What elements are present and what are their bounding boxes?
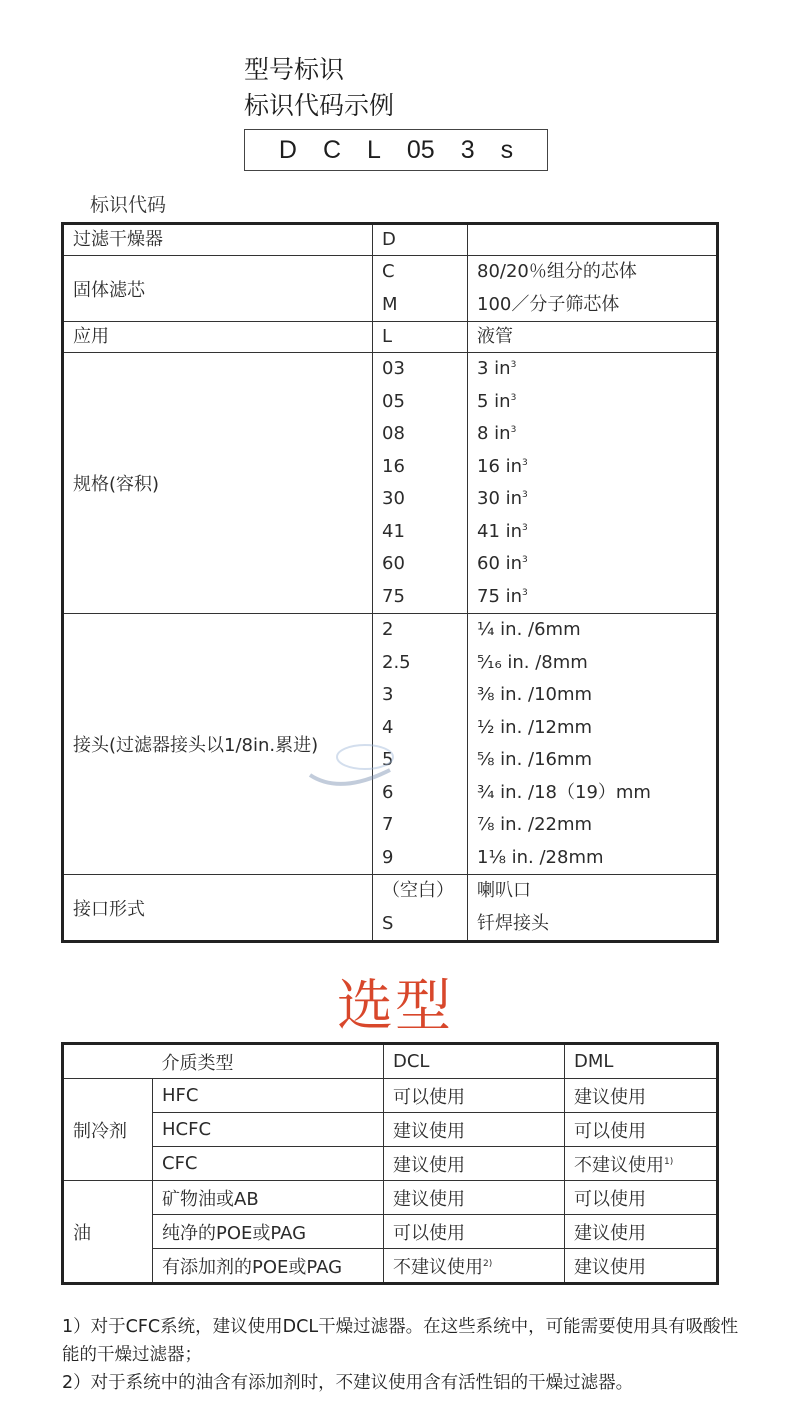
table-row [63, 256, 718, 322]
meaning-text: 3 in [477, 358, 511, 379]
code: 5 [382, 749, 394, 770]
code: 6 [382, 781, 394, 803]
dcl-text: 不建议使用 [393, 1256, 483, 1278]
table-row [63, 224, 718, 256]
footnote-2: 2）对于系统中的油含有添加剂时，不建议使用含有活性铝的干燥过滤器。 [62, 1373, 634, 1393]
table-row [63, 1079, 718, 1113]
meaning [477, 581, 707, 614]
code: 3 [382, 684, 394, 705]
table-row [63, 353, 718, 614]
meaning-text: 5 in [477, 390, 511, 412]
meaning [477, 418, 707, 451]
code: S [382, 912, 394, 934]
meaning-text: 75 in [477, 585, 523, 607]
meaning: ¾ in. /18（19）mm [477, 781, 651, 803]
superscript: 3 [522, 490, 528, 500]
row-meanings [468, 614, 718, 875]
meaning: ½ in. /12mm [477, 716, 593, 738]
footnote-ref: 2) [483, 1258, 493, 1269]
superscript: 3 [522, 457, 528, 468]
medium: HFC [153, 1079, 384, 1113]
row-codes [373, 875, 468, 942]
meaning: 1⅛ in. /28mm [477, 846, 604, 868]
code: 16 [382, 455, 405, 477]
dcl-value [384, 1249, 565, 1284]
meaning: 80/20％组分的芯体 [477, 261, 637, 282]
meaning-text: 16 in [477, 455, 523, 477]
dml-value: 可以使用 [565, 1181, 718, 1215]
example-code-box [244, 129, 548, 171]
header-dml: DML [565, 1044, 718, 1079]
code-part: C [322, 135, 341, 164]
code: 03 [382, 358, 405, 379]
row-name: 过滤干燥器 [63, 224, 373, 256]
dcl-value: 可以使用 [384, 1079, 565, 1113]
dml-value: 建议使用 [565, 1249, 718, 1284]
code: 30 [382, 488, 405, 509]
group-label: 制冷剂 [63, 1079, 153, 1181]
meaning-text: 60 in [477, 553, 523, 574]
meaning: 喇叭口 [477, 880, 531, 901]
dml-text: 不建议使用 [574, 1154, 664, 1176]
superscript: 3 [510, 392, 517, 403]
meaning [477, 353, 707, 386]
meaning [477, 516, 707, 549]
dml-value [565, 1147, 718, 1181]
superscript: 3 [522, 587, 528, 598]
group-label: 油 [63, 1181, 153, 1284]
table-row [63, 875, 718, 942]
code: 08 [382, 423, 405, 444]
row-name: 规格(容积) [63, 353, 373, 614]
superscript: 3 [522, 555, 528, 565]
code-part: 3 [460, 135, 475, 164]
row-codes [373, 256, 468, 322]
header-dcl: DCL [384, 1044, 565, 1079]
watermark-logo-icon [300, 735, 420, 795]
meaning [477, 483, 707, 516]
code: （空白） [382, 880, 454, 901]
table-row [63, 1215, 718, 1249]
table-row [63, 1113, 718, 1147]
row-name: 接口形式 [63, 875, 373, 942]
row-meanings [468, 256, 718, 322]
dml-value: 建议使用 [565, 1215, 718, 1249]
superscript: 3 [522, 522, 528, 533]
meaning: ⅞ in. /22mm [477, 814, 593, 835]
meaning: ⅜ in. /10mm [477, 684, 593, 705]
row-meanings [468, 353, 718, 614]
superscript: 3 [510, 425, 517, 435]
table-row [63, 1181, 718, 1215]
page-title: 型号标识 [244, 55, 345, 84]
selection-table [61, 1042, 719, 1285]
footnote-ref: 1) [664, 1156, 674, 1167]
meaning-text: 41 in [477, 520, 523, 542]
code-part: L [367, 135, 381, 164]
table-row [63, 322, 718, 353]
dcl-value: 可以使用 [384, 1215, 565, 1249]
code: 75 [382, 585, 405, 607]
row-meaning: 液管 [468, 322, 718, 353]
row-name: 应用 [63, 322, 373, 353]
row-name: 接头(过滤器接头以1/8in.累进) [63, 614, 373, 875]
dcl-value: 建议使用 [384, 1181, 565, 1215]
row-meaning [468, 224, 718, 256]
footnote-1: 1）对于CFC系统，建议使用DCL干燥过滤器。在这些系统中，可能需要使用具有吸酸性能的干燥过滤器； [62, 1317, 739, 1365]
code: C [382, 261, 395, 282]
dcl-value: 建议使用 [384, 1147, 565, 1181]
code: 7 [382, 814, 394, 835]
row-name: 固体滤芯 [63, 256, 373, 322]
code-part: D [278, 135, 297, 164]
meaning [477, 386, 707, 419]
meaning: ⅝ in. /16mm [477, 749, 593, 770]
dml-value: 建议使用 [565, 1079, 718, 1113]
meaning-text: 8 in [477, 423, 511, 444]
code-table-label: 标识代码 [90, 194, 167, 216]
header-medium: 介质类型 [153, 1044, 384, 1079]
row-code: D [373, 224, 468, 256]
code-table [61, 222, 719, 943]
code: 05 [382, 390, 405, 412]
meaning [477, 548, 707, 581]
page-subtitle: 标识代码示例 [244, 91, 395, 120]
table-header-row [63, 1044, 718, 1079]
code: 4 [382, 716, 394, 738]
dml-value: 可以使用 [565, 1113, 718, 1147]
code: M [382, 293, 398, 315]
footnotes [62, 1313, 742, 1397]
meaning-text: 30 in [477, 488, 523, 509]
code: 2 [382, 619, 394, 640]
row-meanings [468, 875, 718, 942]
row-codes [373, 353, 468, 614]
meaning: 100／分子筛芯体 [477, 293, 620, 315]
selection-title: 选型 [337, 974, 453, 1039]
code-part: s [500, 135, 514, 164]
code-part: 05 [406, 135, 435, 164]
superscript: 3 [510, 360, 517, 370]
code: 9 [382, 846, 394, 868]
code: 2.5 [382, 651, 411, 673]
medium: 有添加剂的POE或PAG [153, 1249, 384, 1284]
medium: HCFC [153, 1113, 384, 1147]
meaning [477, 451, 707, 484]
meaning: ⁵⁄₁₆ in. /8mm [477, 651, 588, 673]
header-empty [63, 1044, 153, 1079]
medium: CFC [153, 1147, 384, 1181]
meaning: 钎焊接头 [477, 912, 549, 934]
row-code: L [373, 322, 468, 353]
table-row [63, 1147, 718, 1181]
medium: 纯净的POE或PAG [153, 1215, 384, 1249]
code: 41 [382, 520, 405, 542]
meaning: ¼ in. /6mm [477, 619, 581, 640]
code: 60 [382, 553, 405, 574]
medium: 矿物油或AB [153, 1181, 384, 1215]
table-row [63, 1249, 718, 1284]
dcl-value: 建议使用 [384, 1113, 565, 1147]
